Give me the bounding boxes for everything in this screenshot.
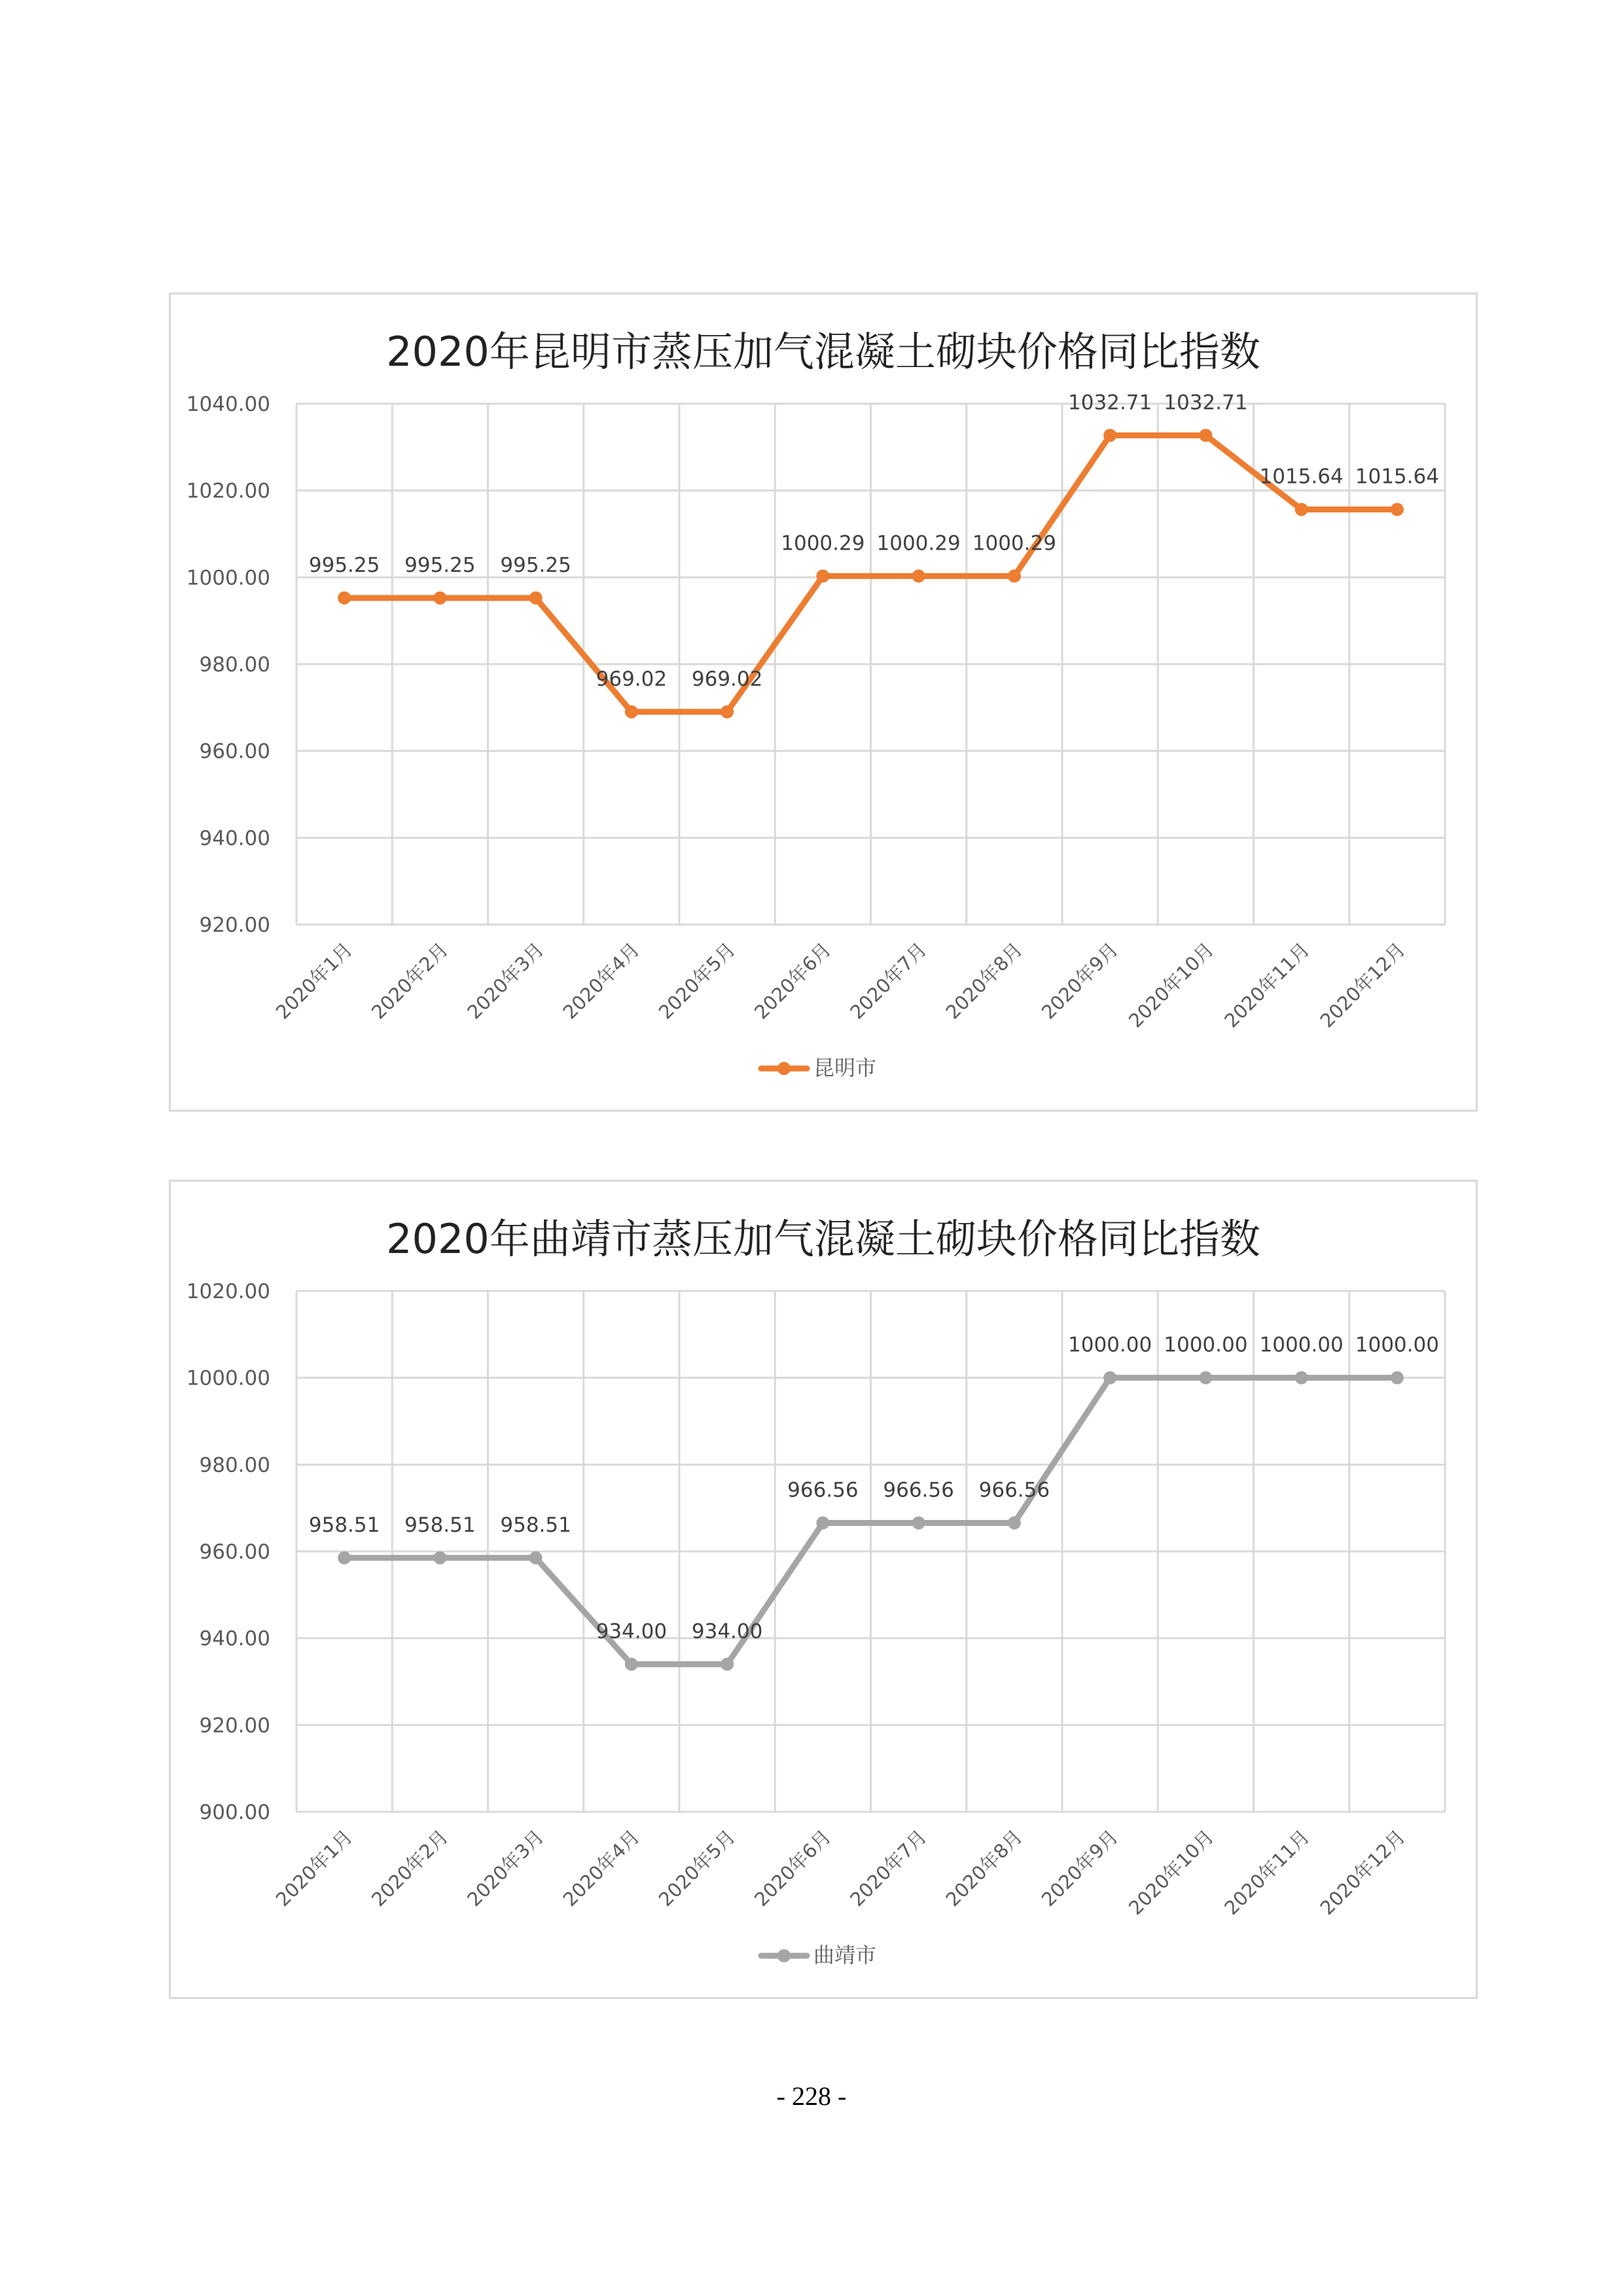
data-point	[433, 1551, 446, 1564]
data-label: 1015.64	[1355, 465, 1439, 489]
y-tick-label: 920.00	[199, 1714, 270, 1738]
data-label: 966.56	[978, 1478, 1050, 1502]
data-point	[912, 569, 925, 582]
y-tick-label: 960.00	[199, 739, 270, 764]
data-point	[529, 592, 543, 605]
qujing-chart-panel	[169, 1180, 1478, 1999]
data-label: 934.00	[691, 1619, 763, 1644]
y-tick-label: 940.00	[199, 826, 270, 851]
x-tick-label: 2020年8月	[941, 1825, 1027, 1911]
data-point	[338, 592, 351, 605]
data-label: 1000.29	[972, 531, 1056, 556]
data-label: 995.25	[308, 553, 380, 577]
data-label: 958.51	[404, 1513, 476, 1537]
qujing-line-chart	[171, 1182, 1476, 1997]
data-label: 958.51	[308, 1513, 380, 1537]
data-point	[1103, 1371, 1116, 1385]
data-label: 969.02	[691, 667, 763, 691]
data-point	[721, 1657, 734, 1670]
x-tick-label: 2020年12月	[1315, 938, 1410, 1033]
data-point	[1103, 429, 1116, 442]
data-label: 1015.64	[1259, 465, 1344, 489]
data-label: 966.56	[883, 1478, 954, 1502]
x-tick-label: 2020年1月	[271, 1825, 357, 1911]
x-tick-label: 2020年6月	[750, 1825, 836, 1911]
y-tick-label: 940.00	[199, 1627, 270, 1651]
data-point	[1295, 1371, 1308, 1385]
data-point	[433, 592, 446, 605]
x-tick-label: 2020年3月	[463, 1825, 548, 1911]
x-tick-label: 2020年5月	[654, 938, 740, 1024]
x-tick-label: 2020年6月	[750, 938, 836, 1024]
data-point	[1008, 1516, 1021, 1529]
x-tick-label: 2020年8月	[941, 938, 1027, 1024]
page-number: - 228 -	[776, 2081, 847, 2111]
legend-marker-icon	[777, 1062, 791, 1075]
legend-label: 曲靖市	[813, 1943, 877, 1968]
y-tick-label: 1040.00	[186, 393, 270, 416]
data-label: 1032.71	[1068, 391, 1152, 415]
y-tick-label: 1020.00	[186, 1280, 270, 1303]
data-label: 1032.71	[1164, 391, 1248, 415]
y-tick-label: 920.00	[199, 913, 270, 937]
x-tick-label: 2020年11月	[1220, 1825, 1314, 1920]
x-tick-label: 2020年3月	[463, 938, 548, 1024]
data-point	[721, 705, 734, 718]
data-label: 934.00	[596, 1619, 668, 1644]
data-point	[816, 1516, 829, 1529]
data-point	[625, 705, 638, 718]
legend-marker-icon	[777, 1949, 791, 1962]
chart-title: 2020年曲靖市蒸压加气混凝土砌块价格同比指数	[386, 1215, 1260, 1263]
x-tick-label: 2020年11月	[1220, 938, 1314, 1033]
x-tick-label: 2020年10月	[1124, 1825, 1219, 1920]
data-label: 1000.00	[1068, 1333, 1152, 1357]
data-point	[1199, 1371, 1212, 1385]
data-label: 995.25	[404, 553, 476, 577]
x-tick-label: 2020年9月	[1037, 938, 1123, 1024]
data-point	[338, 1551, 351, 1564]
x-tick-label: 2020年5月	[654, 1825, 740, 1911]
y-tick-label: 1000.00	[186, 566, 270, 590]
x-tick-label: 2020年7月	[846, 1825, 931, 1911]
data-label: 969.02	[596, 667, 668, 691]
data-point	[816, 569, 829, 582]
data-label: 1000.00	[1355, 1333, 1439, 1357]
x-tick-label: 2020年1月	[271, 938, 357, 1024]
x-tick-label: 2020年10月	[1124, 938, 1219, 1033]
x-tick-label: 2020年12月	[1315, 1825, 1410, 1920]
kunming-chart-panel	[169, 292, 1478, 1112]
x-tick-label: 2020年2月	[367, 938, 453, 1024]
data-label: 1000.00	[1164, 1333, 1248, 1357]
y-tick-label: 980.00	[199, 653, 270, 677]
y-tick-label: 900.00	[199, 1801, 270, 1824]
x-tick-label: 2020年4月	[558, 1825, 644, 1911]
y-tick-label: 1000.00	[186, 1366, 270, 1390]
data-point	[1391, 503, 1404, 516]
data-point	[1391, 1371, 1404, 1385]
legend-label: 昆明市	[813, 1055, 877, 1080]
data-point	[529, 1551, 543, 1564]
data-label: 1000.29	[781, 531, 865, 556]
y-tick-label: 980.00	[199, 1453, 270, 1477]
y-tick-label: 960.00	[199, 1540, 270, 1564]
data-point	[1199, 429, 1212, 442]
x-tick-label: 2020年2月	[367, 1825, 453, 1911]
kunming-line-chart	[171, 294, 1476, 1110]
data-label: 958.51	[500, 1513, 571, 1537]
data-label: 1000.00	[1259, 1333, 1344, 1357]
y-tick-label: 1020.00	[186, 479, 270, 503]
data-point	[1008, 569, 1021, 582]
data-label: 966.56	[787, 1478, 859, 1502]
data-point	[625, 1657, 638, 1670]
x-tick-label: 2020年9月	[1037, 1825, 1123, 1911]
x-tick-label: 2020年7月	[846, 938, 931, 1024]
data-point	[1295, 503, 1308, 516]
x-tick-label: 2020年4月	[558, 938, 644, 1024]
chart-title: 2020年昆明市蒸压加气混凝土砌块价格同比指数	[386, 328, 1260, 376]
data-label: 1000.29	[876, 531, 961, 556]
data-label: 995.25	[500, 553, 571, 577]
data-point	[912, 1516, 925, 1529]
